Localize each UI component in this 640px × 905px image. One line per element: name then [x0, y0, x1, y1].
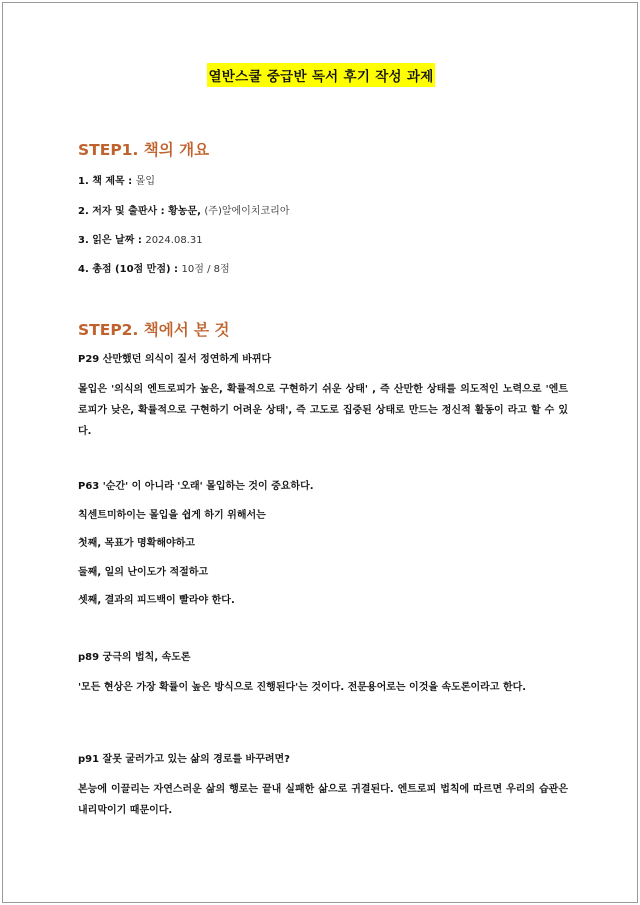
p63-heading: P63 '순간' 이 아니라 '오래' 몰입하는 것이 중요하다. [78, 481, 314, 492]
p29-body: 몰입은 '의식의 엔트로피가 높은, 확률적으로 구현하기 쉬운 상태' , 즉 산만한 상태를 의도적인 노력으로 '엔트로피가 낮은, 확률적으로 구현하기 어려운 상태', 즉 고도로 집중된 상태로 만드는 정신적 활동이 라고 할 수 있다. [78, 384, 568, 437]
step1-heading: STEP1. 책의 개요 [78, 141, 210, 159]
overview-label: 1. 책 제목 : [78, 176, 136, 187]
p63-line: 첫째, 목표가 명확해야하고 [78, 538, 196, 549]
p29-heading: P29 산만했던 의식이 질서 정연하게 바뀌다 [78, 354, 272, 365]
overview-value: (주)알에이치코리아 [204, 206, 290, 217]
overview-value: 2024.08.31 [145, 235, 203, 246]
step2-heading: STEP2. 책에서 본 것 [78, 321, 230, 339]
overview-item-date [78, 230, 564, 252]
p63-line: 둘째, 일의 난이도가 적절하고 [78, 567, 209, 578]
p63-line: 칙센트미하이는 몰입을 쉽게 하기 위해서는 [78, 510, 266, 521]
overview-item-author [78, 201, 564, 223]
overview-value: 10점 / 8점 [181, 264, 230, 275]
document-title: 열반스쿨 중급반 독서 후기 작성 과제 [207, 63, 434, 87]
overview-item-score [78, 259, 564, 281]
overview-label: 3. 읽은 날짜 : [78, 235, 146, 246]
p91-heading: p91 잘못 굴러가고 있는 삶의 경로를 바꾸려면? [78, 754, 290, 765]
overview-value: 몰입 [135, 176, 155, 187]
overview-label: 4. 총점 (10점 만점) : [78, 264, 182, 275]
overview-item-title [78, 171, 564, 193]
p89-heading: p89 궁극의 법칙, 속도론 [78, 652, 191, 663]
title-block [78, 63, 564, 87]
p91-body: 본능에 이끌리는 자연스러운 삶의 행로는 끝내 실패한 삶으로 귀결된다. 엔트로피 법칙에 따르면 우리의 습관은 내리막이기 때문이다. [78, 784, 568, 816]
overview-label: 2. 저자 및 출판사 : 황농문, [78, 206, 205, 217]
p89-body: '모든 현상은 가장 확률이 높은 방식으로 진행된다'는 것이다. 전문용어로는 이것을 속도론이라고 한다. [78, 682, 527, 693]
p63-line: 셋째, 결과의 피드백이 빨라야 한다. [78, 595, 235, 606]
